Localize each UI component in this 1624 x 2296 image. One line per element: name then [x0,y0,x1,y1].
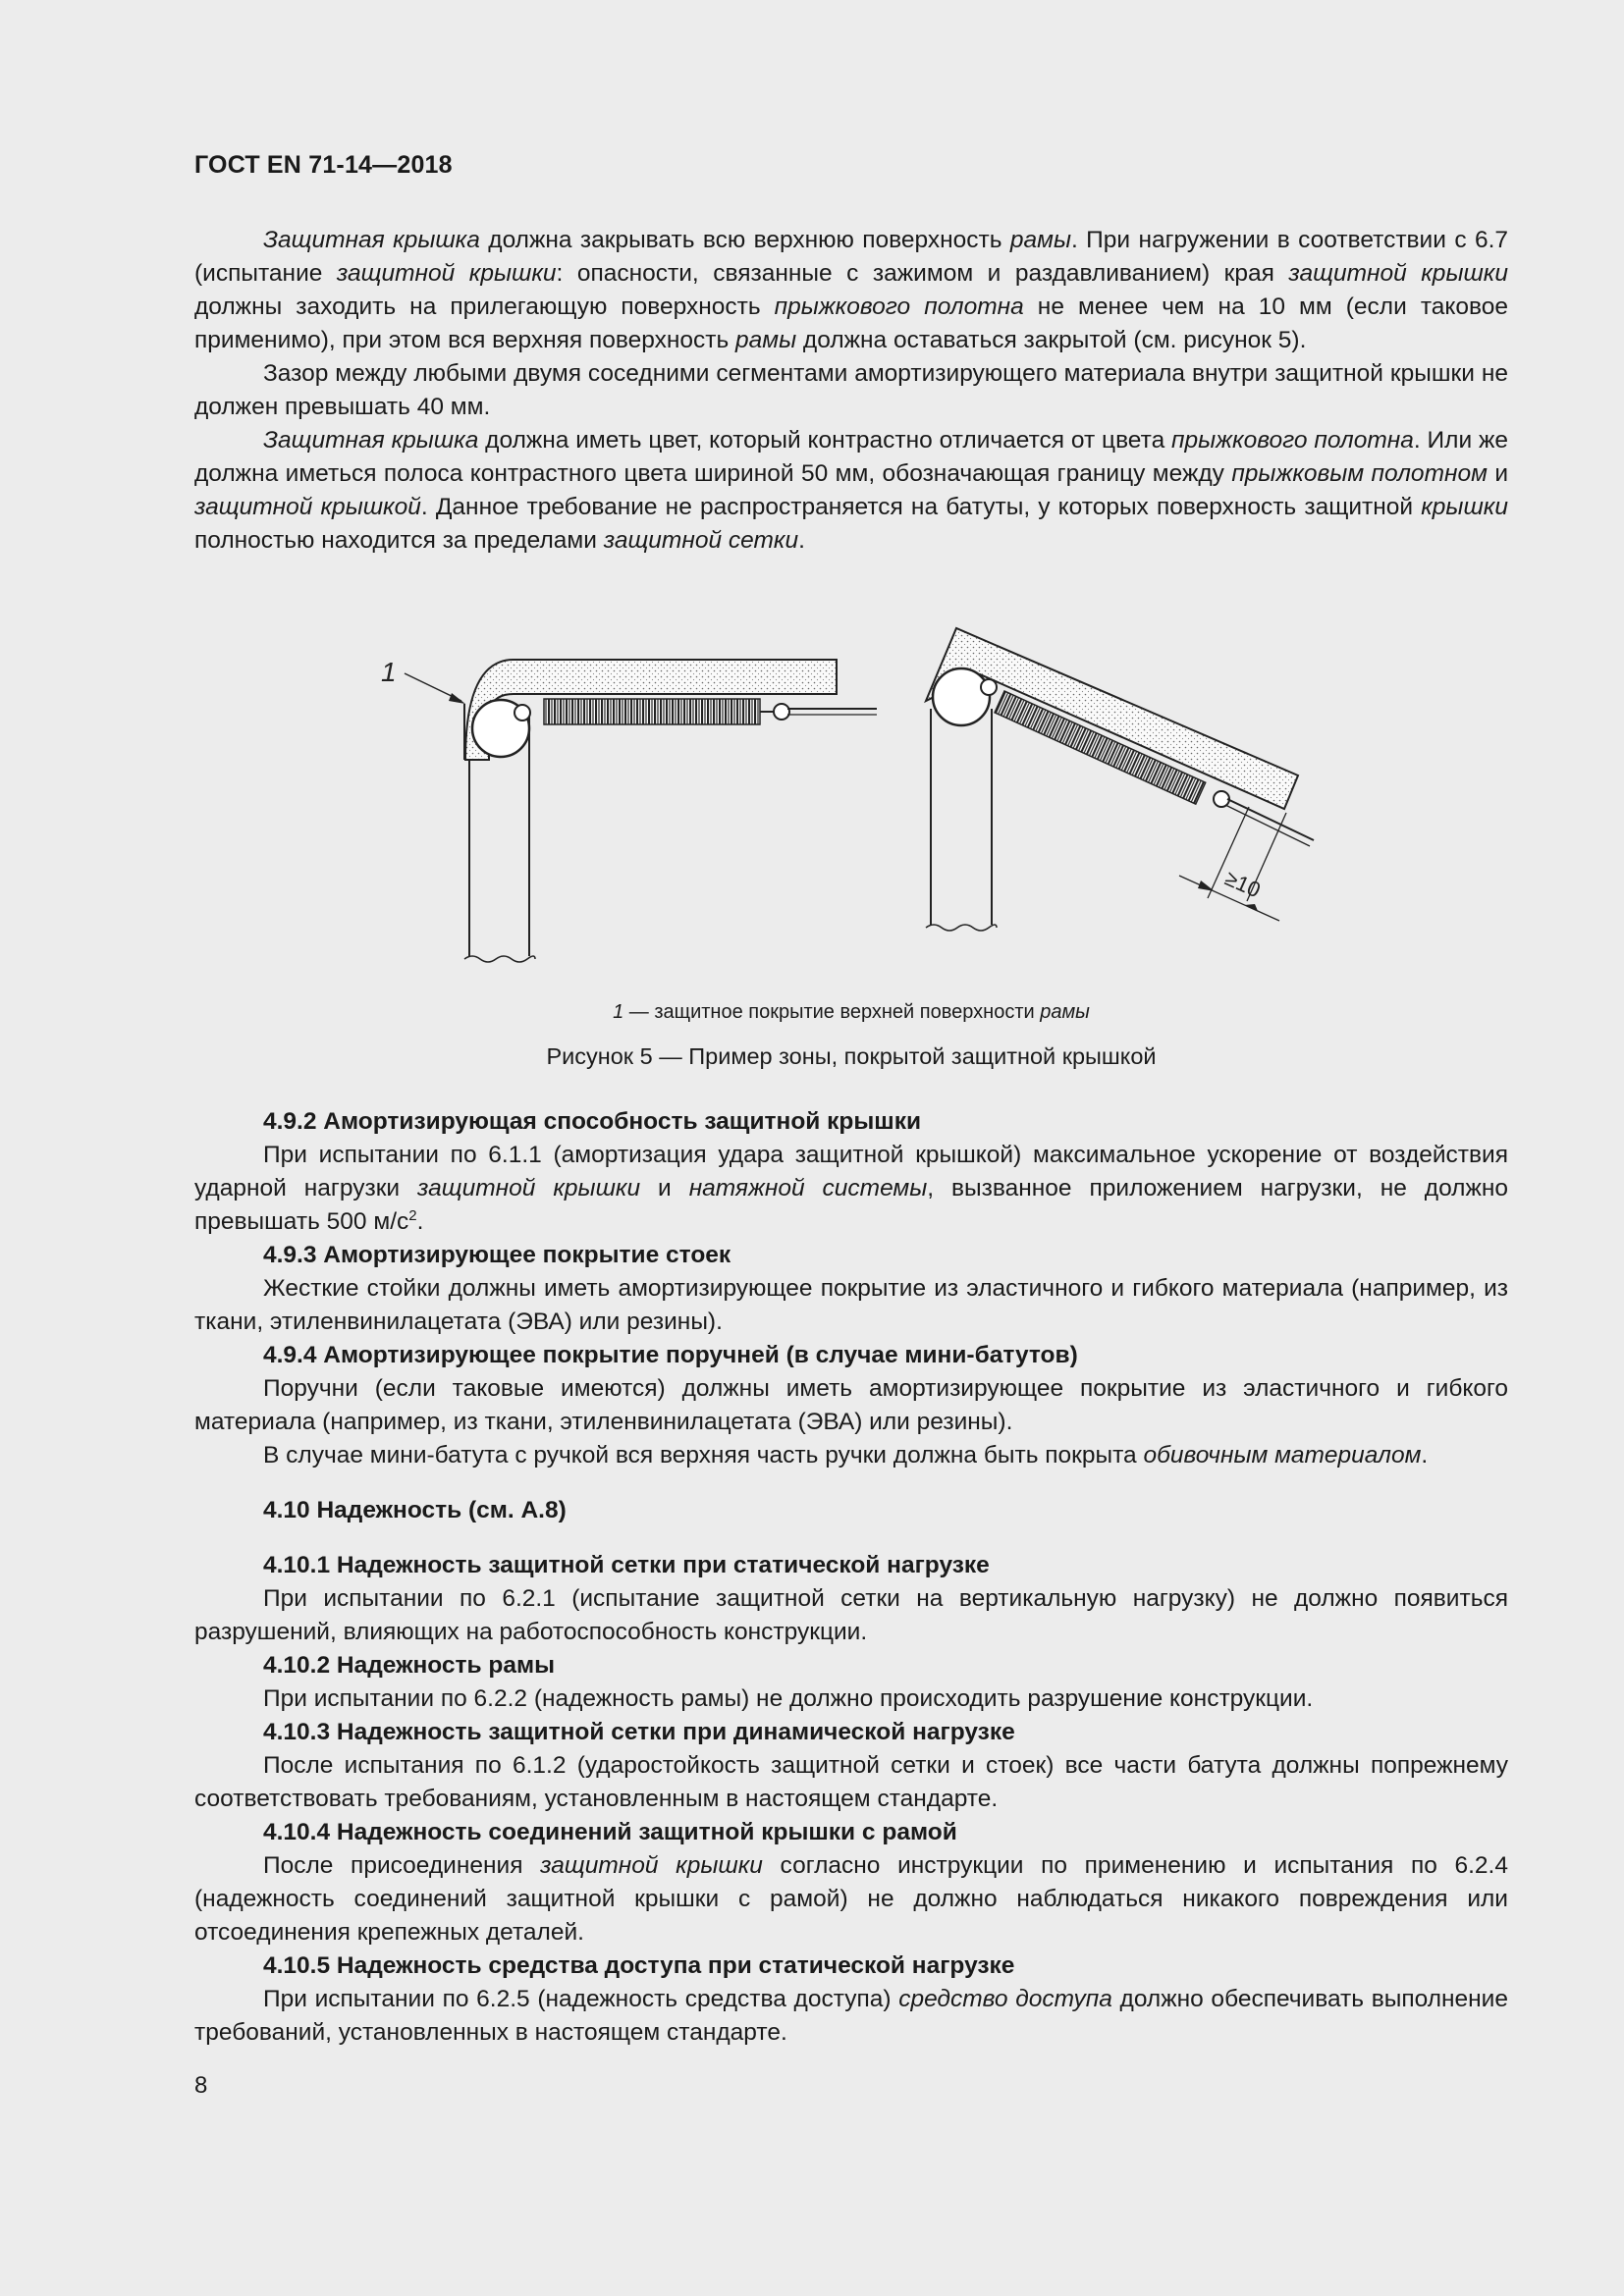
page-number: 8 [194,2072,208,2099]
figure-caption: Рисунок 5 — Пример зоны, покрытой защитной крышкой [546,1043,1157,1069]
section-4-10-4-title: 4.10.4 Надежность соединений защитной крышки с рамой [263,1819,957,1845]
paragraph-color-requirement: Защитная крышка должна иметь цвет, который контрастно отличается от цвета прыжкового полотна. Или же должна иметься полоса контрастного цвета шириной 50 мм, обозначающая границу между прыжковым полотном и защитной крышкой. Данное требование не распространяется на батуты, у которых поверхность защитной крышки полностью находится за пределами защитной сетки. [194,427,1509,554]
section-4-9-3-text: Жесткие стойки должны иметь амортизирующее покрытие из эластичного и гибкого материала (например, из ткани, этиленвинилацетата (ЭВА) или резины). [194,1275,1508,1335]
figure-left-flat-view [381,657,877,962]
intro-text-block [194,224,1508,558]
section-4-10-3-title: 4.10.3 Надежность защитной сетки при динамической нагрузке [263,1719,1015,1745]
section-4-9-2-title: 4.9.2 Амортизирующая способность защитной крышки [263,1108,922,1135]
section-4-10-1-title: 4.10.1 Надежность защитной сетки при статической нагрузке [263,1552,990,1578]
section-4-10-title: 4.10 Надежность (см. А.8) [263,1497,567,1523]
paragraph-gap-requirement: Зазор между любыми двумя соседними сегментами амортизирующего материала внутри защитной крышки не должен превышать 40 мм. [194,360,1508,420]
figure-right-angled-view [926,628,1314,931]
figure-5-drawing [194,611,1508,984]
document-header: ГОСТ EN 71-14—2018 [194,151,453,179]
section-4-9-2-text: При испытании по 6.1.1 (амортизация удара защитной крышкой) максимальное ускорение от воздействия ударной нагрузки защитной крышки и натяжной системы, вызванное приложением нагрузки, не должно превышать 500 $м/с^2$. [194,1142,1509,1235]
section-4-10-4-text: После присоединения защитной крышки согласно инструкции по применению и испытания по 6.2.4 (надежность соединений защитной крышки с рамой) не должно наблюдаться никакого повреждения или отсоединения крепежных деталей. [194,1852,1508,1946]
section-4-10-5-title: 4.10.5 Надежность средства доступа при статической нагрузке [263,1952,1015,1979]
dimension-label: ≥10 [1220,865,1265,903]
section-4-9-3-title: 4.9.3 Амортизирующее покрытие стоек [263,1242,731,1268]
protective-cover-angled [926,628,1298,809]
paragraph-cover-requirement: Защитная крышка должна закрывать всю верхнюю поверхность рамы. При нагружении в соответствии с 6.7 (испытание защитной крышки: опасности, связанные с зажимом и раздавливанием) края защитной крышки должны заходить на прилегающую поверхность прыжкового полотна не менее чем на 10 мм (если таковое применимо), при этом вся верхняя поверхность рамы должна оставаться закрытой (см. рисунок 5). [194,227,1509,353]
figure-5 [194,611,1508,984]
callout-number: 1 [381,657,397,687]
section-4-9-4-text: Поручни (если таковые имеются) должны иметь амортизирующее покрытие из эластичного и гибкого материала (например, из ткани, этиленвинилацетата (ЭВА) или резины). [194,1375,1508,1435]
section-4-10-2-text: При испытании по 6.2.2 (надежность рамы) не должно происходить разрушение конструкции. [263,1685,1314,1712]
section-4-10-5-text: При испытании по 6.2.5 (надежность средства доступа) средство доступа должно обеспечивать выполнение требований, установленных в настоящем стандарте. [194,1986,1508,2046]
section-4-9-4-text-2: В случае мини-батута с ручкой вся верхняя часть ручки должна быть покрыта обивочным материалом. [263,1442,1429,1468]
section-4-10-1-text: При испытании по 6.2.1 (испытание защитной сетки на вертикальную нагрузку) не должно появиться разрушений, влияющих на работоспособность конструкции. [194,1585,1508,1645]
section-4-9-4-title: 4.9.4 Амортизирующее покрытие поручней (в случае мини-батутов) [263,1342,1078,1368]
section-4-10-3-text: После испытания по 6.1.2 (ударостойкость защитной сетки и стоек) все части батута должны попрежнему соответствовать требованиям, установленным в настоящем стандарте. [194,1752,1508,1812]
section-4-10-2-title: 4.10.2 Надежность рамы [263,1652,556,1679]
sections-block [194,1105,1508,2050]
figure-legend: 1 — защитное покрытие верхней поверхности рамы [613,1001,1090,1023]
document-page [194,0,1508,2296]
